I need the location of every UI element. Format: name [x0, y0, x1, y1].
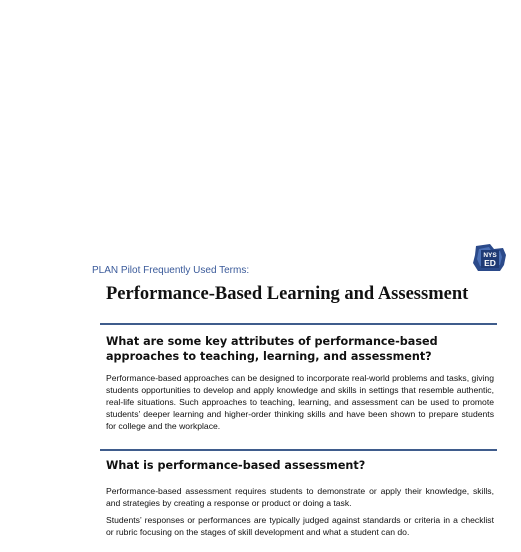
- paragraph-key-attributes: Performance-based approaches can be designed to incorporate real-world problems and tasks, giving students opportunities to develop and apply knowledge and skills in settings that resemble authentic, real-life situations. Such approaches to teaching, learning, and assessment can be used to promote students’ deeper learning and higher-order thinking skills and have been shown to prepare students for college and the workplace.: [106, 373, 494, 431]
- document-subtitle: PLAN Pilot Frequently Used Terms:: [92, 265, 250, 276]
- paragraph-judging-responses: Students’ responses or performances are typically judged against standards or criteria in a checklist or rubric focusing on the stages of skill development and what a student can do.: [106, 515, 494, 537]
- section-divider: [100, 449, 497, 451]
- paragraph-definition: Performance-based assessment requires students to demonstrate or apply their knowledge, skills, and strategies by creating a response or product or doing a task.: [106, 486, 494, 508]
- svg-text:NYS: NYS: [483, 252, 497, 259]
- document-title: Performance-Based Learning and Assessment: [106, 284, 469, 304]
- section-question-definition: What is performance-based assessment?: [106, 459, 366, 472]
- nysed-logo: [470, 243, 508, 273]
- section-question-key-attributes: What are some key attributes of performance-based approaches to teaching, learning, and assessment?: [106, 335, 438, 363]
- svg-text:ED: ED: [484, 258, 496, 268]
- section-divider: [100, 323, 497, 325]
